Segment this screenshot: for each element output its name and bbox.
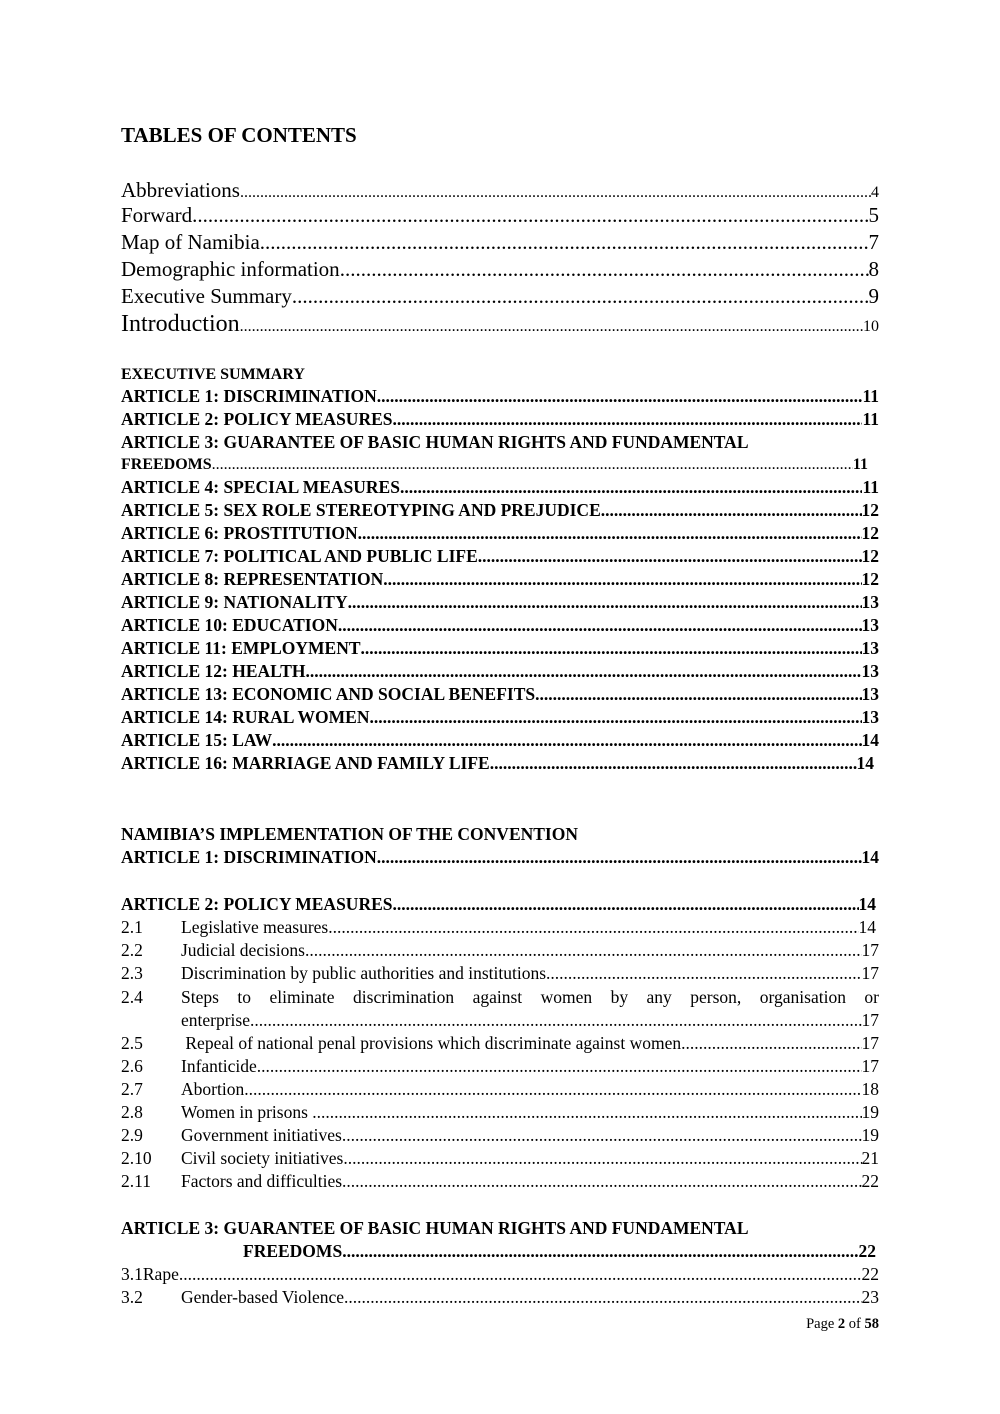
toc-entry-label: Infanticide (181, 1056, 257, 1076)
toc-entry-label[interactable]: ARTICLE 3: GUARANTEE OF BASIC HUMAN RIGHTS AND FUNDAMENTAL (121, 432, 749, 452)
toc-page-number: 14 (861, 730, 879, 750)
toc-entry-label: ARTICLE 2: POLICY MEASURES (121, 894, 393, 914)
dot-leader (240, 184, 871, 202)
toc-entry-label: Executive Summary (121, 284, 292, 308)
toc-entry[interactable] (121, 753, 874, 774)
page-footer (806, 1316, 879, 1333)
toc-entry-label: Map of Namibia (121, 230, 260, 254)
toc-entry-label: ARTICLE 1: DISCRIMINATION (121, 847, 377, 867)
dot-leader (343, 1148, 861, 1169)
toc-entry-label: Government initiatives (181, 1125, 342, 1145)
toc-page-number: 13 (861, 592, 879, 612)
toc-entry[interactable] (121, 456, 868, 474)
toc-entry-label: ARTICLE 15: LAW (121, 730, 273, 750)
dot-leader (342, 1171, 861, 1192)
toc-page-number: 11 (862, 386, 879, 406)
toc-entry-abbreviations[interactable] (121, 178, 879, 203)
section-number: 2.3 (121, 963, 143, 983)
toc-subentry[interactable] (121, 1102, 879, 1123)
footer-separator: of (845, 1316, 865, 1332)
toc-page-number: 13 (861, 638, 879, 658)
dot-leader (344, 1287, 862, 1308)
toc-entry-label: ARTICLE 6: PROSTITUTION (121, 523, 358, 543)
toc-entry-label[interactable]: ARTICLE 3: GUARANTEE OF BASIC HUMAN RIGHTS AND FUNDAMENTAL (121, 1218, 749, 1238)
toc-entry-label: ARTICLE 16: MARRIAGE AND FAMILY LIFE (121, 753, 490, 773)
toc-entry-label: Discrimination by public authorities and institutions (181, 963, 547, 983)
toc-entry-label: ARTICLE 1: DISCRIMINATION (121, 386, 377, 406)
current-page-number: 2 (837, 1316, 846, 1332)
toc-entry-label[interactable]: Steps to eliminate discrimination against women by any person, organisation or (181, 987, 879, 1007)
toc-subentry[interactable] (121, 1287, 879, 1308)
dot-leader (260, 230, 869, 255)
toc-page-number: 14 (858, 894, 876, 914)
dot-leader (292, 284, 869, 309)
page-title: TABLES OF CONTENTS (121, 123, 357, 147)
section-number: 2.9 (121, 1125, 143, 1145)
toc-entry[interactable] (121, 730, 879, 751)
toc-entry[interactable] (121, 661, 879, 682)
toc-page-number: 11 (862, 409, 879, 429)
dot-leader (312, 1102, 861, 1123)
toc-entry-label: ARTICLE 14: RURAL WOMEN (121, 707, 370, 727)
toc-entry-label: Repeal of national penal provisions which discriminate against women (181, 1033, 682, 1053)
toc-entry-label: ARTICLE 2: POLICY MEASURES (121, 409, 393, 429)
toc-entry[interactable] (121, 477, 879, 498)
toc-entry-label: ARTICLE 13: ECONOMIC AND SOCIAL BENEFITS (121, 684, 536, 704)
toc-subentry[interactable] (121, 1264, 879, 1285)
toc-entry-label: ARTICLE 7: POLITICAL AND PUBLIC LIFE (121, 546, 478, 566)
toc-entry[interactable] (121, 638, 879, 659)
dot-leader (358, 523, 862, 544)
toc-entry-label: ARTICLE 4: SPECIAL MEASURES (121, 477, 400, 497)
toc-subentry[interactable] (121, 940, 879, 961)
toc-entry[interactable] (121, 684, 879, 705)
toc-page-number: 14 (856, 753, 874, 773)
dot-leader (305, 661, 861, 682)
dot-leader (377, 847, 862, 868)
dot-leader (546, 963, 861, 984)
dot-leader (392, 409, 862, 430)
toc-page-number: 13 (861, 615, 879, 635)
toc-page-number: 17 (861, 1010, 879, 1030)
toc-page-number: 7 (868, 230, 879, 254)
toc-entry-label: ARTICLE 5: SEX ROLE STEREOTYPING AND PREJUDICE (121, 500, 601, 520)
toc-page-number: 11 (852, 456, 868, 473)
toc-page-number: 12 (861, 500, 879, 520)
section-number: 2.5 (121, 1033, 143, 1053)
toc-entry-label: Civil society initiatives (181, 1148, 344, 1168)
toc-page-number: 13 (861, 707, 879, 727)
toc-entry-label: Gender-based Violence (181, 1287, 344, 1307)
toc-entry-label: enterprise (181, 1010, 250, 1030)
toc-entry[interactable] (121, 546, 879, 567)
toc-page-number: 17 (861, 1056, 879, 1076)
dot-leader (601, 500, 862, 521)
toc-entry[interactable] (121, 386, 879, 407)
toc-entry-label: Abbreviations (121, 178, 240, 202)
toc-subentry[interactable] (121, 917, 876, 938)
dot-leader (192, 203, 868, 228)
toc-entry-label: Demographic information (121, 257, 340, 281)
toc-entry[interactable] (243, 1241, 876, 1262)
toc-entry-label: ARTICLE 12: HEALTH (121, 661, 306, 681)
toc-entry-label: ARTICLE 8: REPRESENTATION (121, 569, 384, 589)
section-number: 2.2 (121, 940, 143, 960)
toc-page-number: 17 (861, 940, 879, 960)
toc-page-number: 13 (861, 661, 879, 681)
dot-leader (212, 456, 853, 474)
toc-page-number: 22 (861, 1264, 879, 1284)
toc-page-number: 9 (868, 284, 879, 308)
toc-subentry[interactable] (121, 1125, 879, 1146)
toc-entry-label: Abortion (181, 1079, 245, 1099)
toc-entry-label: Introduction (121, 311, 240, 337)
toc-entry-map[interactable] (121, 230, 879, 255)
dot-leader (244, 1079, 861, 1100)
toc-entry[interactable] (121, 569, 879, 590)
toc-entry-label: Judicial decisions (181, 940, 305, 960)
toc-page-number: 5 (868, 203, 879, 227)
toc-entry-label: Legislative measures (181, 917, 329, 937)
section-number: 2.11 (121, 1171, 151, 1191)
toc-entry-label: FREEDOMS (243, 1241, 343, 1261)
toc-page-number: 12 (861, 569, 879, 589)
dot-leader (179, 1264, 862, 1285)
dot-leader (342, 1241, 858, 1262)
toc-entry[interactable] (121, 523, 879, 544)
toc-page-number: 14 (861, 847, 879, 867)
toc-page-number: 19 (861, 1125, 879, 1145)
toc-page-number: 14 (858, 917, 876, 937)
toc-subentry[interactable] (121, 963, 879, 984)
toc-page-number: 4 (871, 184, 879, 201)
toc-subentry[interactable] (121, 1033, 879, 1054)
toc-entry-label: ARTICLE 9: NATIONALITY (121, 592, 348, 612)
toc-entry-forward[interactable] (121, 203, 879, 228)
toc-entry-label: Forward (121, 203, 193, 227)
toc-page-number: 11 (862, 477, 879, 497)
dot-leader (257, 1056, 862, 1077)
toc-subentry[interactable] (181, 1010, 879, 1031)
toc-page-number: 21 (861, 1148, 879, 1168)
dot-leader (328, 917, 858, 938)
toc-page-number: 12 (861, 546, 879, 566)
toc-page-number: 8 (868, 257, 879, 281)
toc-page-number: 18 (861, 1079, 879, 1099)
toc-subentry[interactable] (121, 1171, 879, 1192)
dot-leader (305, 940, 862, 961)
dot-leader (340, 257, 869, 282)
section-number: 2.4 (121, 987, 143, 1007)
toc-entry[interactable] (121, 894, 876, 915)
toc-entry[interactable] (121, 707, 879, 728)
toc-entry[interactable] (121, 409, 879, 430)
toc-page-number: 23 (861, 1287, 879, 1307)
toc-page-number: 22 (858, 1241, 876, 1261)
toc-entry[interactable] (121, 592, 879, 613)
dot-leader (478, 546, 862, 567)
toc-subentry[interactable] (121, 1079, 879, 1100)
dot-leader (272, 730, 861, 751)
toc-entry-executive-summary[interactable] (121, 284, 879, 309)
toc-subentry[interactable] (121, 1056, 879, 1077)
toc-entry-label: Rape (142, 1264, 179, 1284)
total-pages: 58 (864, 1316, 879, 1332)
toc-subentry[interactable] (121, 1148, 879, 1169)
toc-entry-demographic[interactable] (121, 257, 879, 282)
dot-leader (240, 318, 863, 336)
dot-leader (342, 1125, 862, 1146)
dot-leader (392, 894, 858, 915)
toc-page-number: 13 (861, 684, 879, 704)
dot-leader (338, 615, 862, 636)
dot-leader (369, 707, 861, 728)
toc-entry-label: Women in prisons (181, 1102, 313, 1122)
toc-entry[interactable] (121, 615, 879, 636)
toc-entry-label: Factors and difficulties (181, 1171, 343, 1191)
section-number: 2.8 (121, 1102, 143, 1122)
dot-leader (348, 592, 862, 613)
toc-page-number: 19 (861, 1102, 879, 1122)
toc-page-number: 17 (861, 1033, 879, 1053)
toc-entry-label: ARTICLE 10: EDUCATION (121, 615, 338, 635)
dot-leader (250, 1010, 862, 1031)
section-number: 2.10 (121, 1148, 152, 1168)
toc-page-number: 22 (861, 1171, 879, 1191)
section-heading-executive-summary: EXECUTIVE SUMMARY (121, 366, 305, 383)
toc-entry-label: FREEDOMS (121, 456, 212, 473)
toc-entry-label: ARTICLE 11: EMPLOYMENT (121, 638, 361, 658)
toc-page-number: 12 (861, 523, 879, 543)
dot-leader (400, 477, 862, 498)
toc-entry[interactable] (121, 500, 879, 521)
toc-entry-introduction[interactable] (121, 311, 879, 338)
section-heading-implementation: NAMIBIA’S IMPLEMENTATION OF THE CONVENTION (121, 824, 578, 844)
dot-leader (535, 684, 861, 705)
toc-page-number: 10 (863, 318, 879, 335)
section-number: 2.6 (121, 1056, 143, 1076)
section-number: 2.7 (121, 1079, 143, 1099)
toc-page-number: 17 (861, 963, 879, 983)
section-number: 3.1 (121, 1264, 143, 1284)
dot-leader (361, 638, 862, 659)
toc-entry[interactable] (121, 847, 879, 868)
section-number: 2.1 (121, 917, 143, 937)
dot-leader (383, 569, 861, 590)
section-number: 3.2 (121, 1287, 143, 1307)
dot-leader (490, 753, 857, 774)
dot-leader (377, 386, 863, 407)
dot-leader (681, 1033, 861, 1054)
footer-prefix: Page (806, 1316, 838, 1332)
